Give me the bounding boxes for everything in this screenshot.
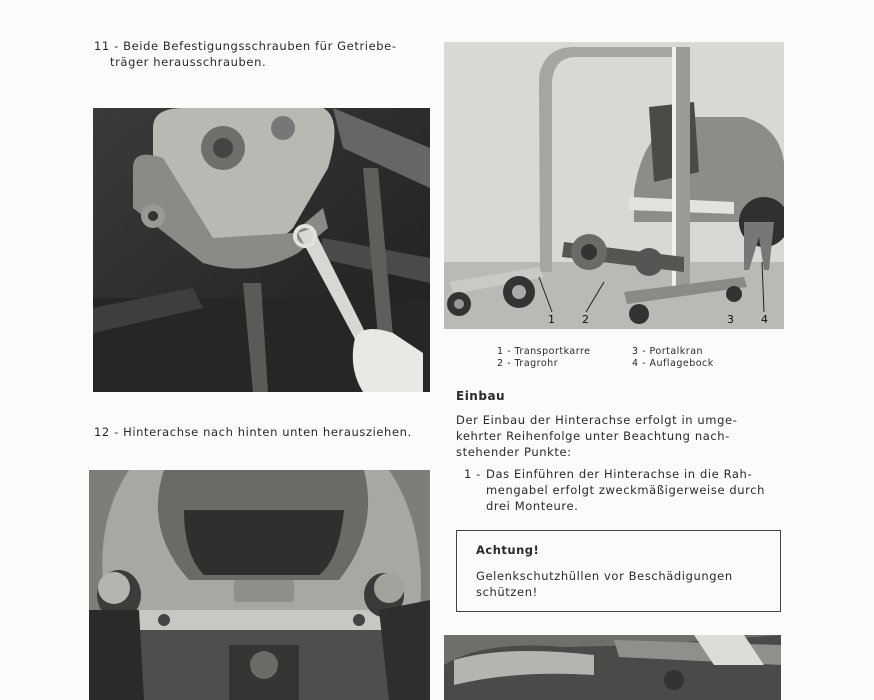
callout-4: 4 <box>761 313 768 326</box>
notice-line-2: schützen! <box>476 585 538 599</box>
photo-bottom-partial <box>444 635 781 700</box>
einbau-point-1-line-3: drei Monteure. <box>486 499 579 513</box>
legend-item-2: 2 - Tragrohr <box>497 358 559 369</box>
photo-portal-crane <box>444 42 784 329</box>
legend-item-3: 3 - Portalkran <box>632 346 704 357</box>
einbau-intro <box>456 412 780 460</box>
legend-item-1: 1 - Transportkarre <box>497 346 591 357</box>
legend-left <box>497 346 591 370</box>
einbau-point-1-line-2: mengabel erfolgt zweckmäßigerweise durch <box>486 483 766 497</box>
notice-title: Achtung! <box>476 543 540 557</box>
step-12-text: 12 - Hinterachse nach hinten unten herausziehen. <box>94 425 412 439</box>
step-11-line-1: Beide Befestigungsschrauben für Getriebe- <box>123 39 397 53</box>
legend-item-4: 4 - Auflagebock <box>632 358 714 369</box>
einbau-point-1-number: 1 - <box>464 467 481 481</box>
callout-2: 2 <box>582 313 589 326</box>
callout-1: 1 <box>548 313 555 326</box>
einbau-intro-line-2: kehrter Reihenfolge unter Beachtung nach- <box>456 429 730 443</box>
einbau-intro-line-3: stehender Punkte: <box>456 445 572 459</box>
notice-text <box>476 568 766 600</box>
einbau-heading: Einbau <box>456 389 506 403</box>
step-11-number: 11 - <box>94 39 119 53</box>
callout-3: 3 <box>727 313 734 326</box>
einbau-point-1-line-1: Das Einführen der Hinterachse in die Rah- <box>486 467 753 481</box>
notice-box <box>456 530 781 612</box>
photo-car-underside <box>89 470 430 700</box>
photo-gearbox-wrench <box>93 108 430 392</box>
step-11-text <box>94 38 424 70</box>
notice-line-1: Gelenkschutzhüllen vor Beschädigungen <box>476 569 733 583</box>
legend-right <box>632 346 714 370</box>
einbau-point-1 <box>486 466 780 514</box>
step-11-line-2: träger herausschrauben. <box>110 55 267 69</box>
einbau-intro-line-1: Der Einbau der Hinterachse erfolgt in umge- <box>456 413 738 427</box>
